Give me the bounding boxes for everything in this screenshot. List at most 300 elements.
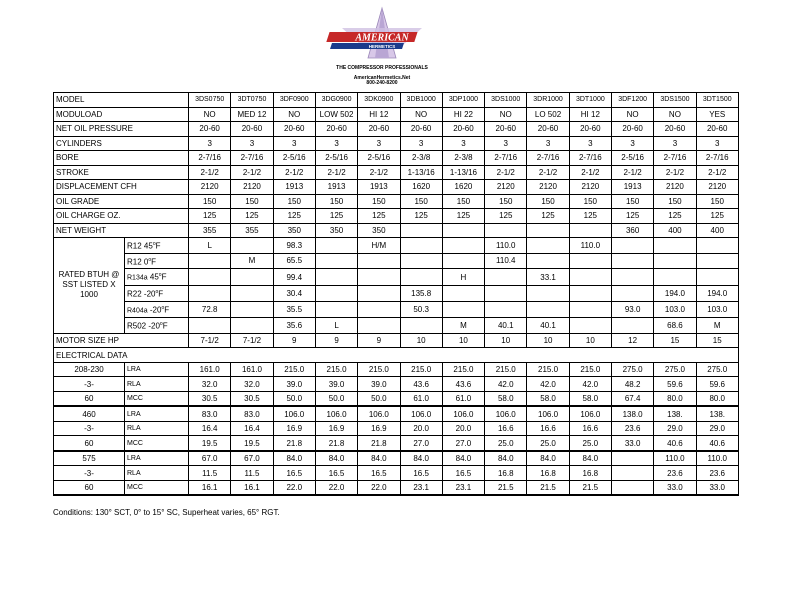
electrical-value-cell: 80.0 xyxy=(654,391,696,406)
spec-value-cell: NO xyxy=(400,107,442,122)
voltage-group-cell: -3- xyxy=(54,421,125,436)
spec-value-cell: 2-1/2 xyxy=(231,165,273,180)
motor-value-cell: 12 xyxy=(611,333,653,348)
electrical-value-cell: 27.0 xyxy=(400,436,442,451)
row-label: DISPLACEMENT CFH xyxy=(54,180,189,195)
row-label: STROKE xyxy=(54,165,189,180)
compressor-spec-table xyxy=(53,92,739,496)
rated-value-cell xyxy=(400,238,442,254)
electrical-type-label: MCC xyxy=(125,436,189,451)
electrical-value-cell: 25.0 xyxy=(569,436,611,451)
rated-value-cell xyxy=(189,285,231,301)
spec-value-cell: NO xyxy=(654,107,696,122)
spec-value-cell: 150 xyxy=(315,194,357,209)
rated-value-cell xyxy=(569,285,611,301)
electrical-value-cell: 84.0 xyxy=(273,451,315,466)
rated-value-cell xyxy=(315,285,357,301)
rated-value-cell: 194.0 xyxy=(654,285,696,301)
electrical-value-cell: 16.9 xyxy=(358,421,400,436)
electrical-value-cell: 275.0 xyxy=(611,362,653,377)
rated-value-cell xyxy=(611,318,653,334)
electrical-value-cell: 61.0 xyxy=(442,391,484,406)
spec-value-cell: 2-7/16 xyxy=(485,151,527,166)
model-header-cell: 3DT1000 xyxy=(569,93,611,108)
refrigerant-temp: 45 xyxy=(143,241,153,251)
displacement-row xyxy=(54,180,739,195)
rated-value-cell xyxy=(231,318,273,334)
rated-value-cell xyxy=(189,269,231,286)
electrical-value-cell: 106.0 xyxy=(569,406,611,421)
spec-value-cell: 2-5/16 xyxy=(273,151,315,166)
electrical-value-cell: 22.0 xyxy=(358,480,400,495)
electrical-value-cell: 58.0 xyxy=(485,391,527,406)
refrigerant-label: R134a 45$^o$F xyxy=(125,269,189,286)
refrigerant-temp: -20 xyxy=(143,289,156,299)
electrical-value-cell: 59.6 xyxy=(654,377,696,392)
spec-value-cell: 1913 xyxy=(611,180,653,195)
motor-value-cell: 9 xyxy=(273,333,315,348)
spec-value-cell: 20-60 xyxy=(358,122,400,137)
spec-value-cell: 2-1/2 xyxy=(696,165,738,180)
electrical-row xyxy=(54,362,739,377)
rated-value-cell: 40.1 xyxy=(485,318,527,334)
spec-value-cell: 150 xyxy=(654,194,696,209)
rated-value-cell xyxy=(400,253,442,269)
electrical-value-cell: 19.5 xyxy=(231,436,273,451)
rated-value-cell xyxy=(527,253,569,269)
model-header-cell: 3DR1000 xyxy=(527,93,569,108)
spec-value-cell: 150 xyxy=(273,194,315,209)
spec-value-cell: 2-1/2 xyxy=(527,165,569,180)
electrical-type-label: LRA xyxy=(125,451,189,466)
refrigerant-label: R12 0$^o$F xyxy=(125,253,189,269)
electrical-value-cell: 23.6 xyxy=(654,466,696,481)
spec-value-cell xyxy=(527,223,569,238)
rated-value-cell xyxy=(654,269,696,286)
spec-value-cell: 125 xyxy=(611,209,653,224)
model-header-cell: 3DS0750 xyxy=(189,93,231,108)
spec-value-cell: NO xyxy=(611,107,653,122)
electrical-value-cell: 16.6 xyxy=(569,421,611,436)
rated-value-cell xyxy=(189,253,231,269)
spec-value-cell: 2120 xyxy=(527,180,569,195)
electrical-value-cell xyxy=(611,480,653,495)
spec-value-cell xyxy=(485,223,527,238)
electrical-value-cell: 50.0 xyxy=(358,391,400,406)
rated-row xyxy=(54,318,739,334)
electrical-row xyxy=(54,466,739,481)
spec-value-cell: 3 xyxy=(485,136,527,151)
electrical-row xyxy=(54,391,739,406)
model-header-cell: 3DF1200 xyxy=(611,93,653,108)
spec-value-cell: 3 xyxy=(527,136,569,151)
spec-value-cell: 20-60 xyxy=(485,122,527,137)
logo-phone: 800-240-8200 xyxy=(366,80,398,86)
rated-value-cell xyxy=(611,238,653,254)
electrical-value-cell: 48.2 xyxy=(611,377,653,392)
rated-value-cell xyxy=(315,238,357,254)
electrical-type-label: RLA xyxy=(125,466,189,481)
electrical-value-cell: 33.0 xyxy=(611,436,653,451)
electrical-value-cell xyxy=(611,466,653,481)
electrical-row xyxy=(54,436,739,451)
spec-value-cell: LOW 502 xyxy=(315,107,357,122)
electrical-value-cell: 16.4 xyxy=(189,421,231,436)
rated-value-cell: 30.4 xyxy=(273,285,315,301)
motor-value-cell: 7-1/2 xyxy=(231,333,273,348)
rated-value-cell xyxy=(358,269,400,286)
electrical-value-cell: 39.0 xyxy=(273,377,315,392)
electrical-value-cell: 138. xyxy=(696,406,738,421)
spec-value-cell: 1-13/16 xyxy=(400,165,442,180)
refrigerant-unit: F xyxy=(162,321,168,331)
spec-value-cell: 3 xyxy=(442,136,484,151)
model-header-cell: 3DP1000 xyxy=(442,93,484,108)
electrical-value-cell: 29.0 xyxy=(654,421,696,436)
spec-value-cell: 3 xyxy=(231,136,273,151)
spec-value-cell: 2-3/8 xyxy=(400,151,442,166)
spec-value-cell: 150 xyxy=(358,194,400,209)
electrical-value-cell: 16.4 xyxy=(231,421,273,436)
spec-value-cell: 2-3/8 xyxy=(442,151,484,166)
rated-value-cell: M xyxy=(442,318,484,334)
electrical-value-cell: 40.6 xyxy=(654,436,696,451)
motor-value-cell: 10 xyxy=(485,333,527,348)
voltage-group-cell: 60 xyxy=(54,436,125,451)
rated-value-cell xyxy=(696,238,738,254)
refrigerant-label: R22 -20$^o$F xyxy=(125,285,189,301)
electrical-value-cell: 67.0 xyxy=(189,451,231,466)
spec-value-cell: 350 xyxy=(358,223,400,238)
row-label: OIL GRADE xyxy=(54,194,189,209)
spec-value-cell: 2-7/16 xyxy=(569,151,611,166)
rated-value-cell xyxy=(442,301,484,318)
electrical-value-cell: 275.0 xyxy=(654,362,696,377)
electrical-value-cell: 84.0 xyxy=(358,451,400,466)
refrigerant-unit: F xyxy=(158,289,164,299)
rated-value-cell xyxy=(696,269,738,286)
voltage-group-cell: 60 xyxy=(54,480,125,495)
rated-value-cell xyxy=(358,285,400,301)
spec-value-cell: HI 22 xyxy=(442,107,484,122)
spec-value-cell: 125 xyxy=(654,209,696,224)
electrical-value-cell: 21.8 xyxy=(358,436,400,451)
spec-value-cell: 20-60 xyxy=(569,122,611,137)
electrical-value-cell: 22.0 xyxy=(273,480,315,495)
model-header-cell: 3DB1000 xyxy=(400,93,442,108)
electrical-value-cell: 33.0 xyxy=(696,480,738,495)
rated-value-cell: H xyxy=(442,269,484,286)
electrical-value-cell: 106.0 xyxy=(527,406,569,421)
electrical-value-cell: 106.0 xyxy=(485,406,527,421)
spec-value-cell: 20-60 xyxy=(696,122,738,137)
electrical-value-cell: 67.0 xyxy=(231,451,273,466)
spec-value-cell: 3 xyxy=(273,136,315,151)
electrical-value-cell: 42.0 xyxy=(569,377,611,392)
electrical-row xyxy=(54,377,739,392)
row-label: NET WEIGHT xyxy=(54,223,189,238)
rated-row xyxy=(54,238,739,254)
electrical-value-cell: 215.0 xyxy=(569,362,611,377)
spec-value-cell: 150 xyxy=(485,194,527,209)
refrigerant-label: R12 45$^o$F xyxy=(125,238,189,254)
spec-value-cell: 1913 xyxy=(315,180,357,195)
logo-url: AmericanHermetics.Net xyxy=(353,74,411,81)
electrical-value-cell: 11.5 xyxy=(231,466,273,481)
bore-row xyxy=(54,151,739,166)
electrical-type-label: RLA xyxy=(125,421,189,436)
electrical-value-cell: 58.0 xyxy=(527,391,569,406)
rated-row xyxy=(54,301,739,318)
logo-brand-text: AMERICAN xyxy=(355,32,409,44)
voltage-group-cell: 460 xyxy=(54,406,125,421)
rated-value-cell xyxy=(315,269,357,286)
electrical-value-cell: 32.0 xyxy=(231,377,273,392)
model-header-cell: 3DK0900 xyxy=(358,93,400,108)
rated-value-cell xyxy=(231,285,273,301)
rated-value-cell: 110.0 xyxy=(569,238,611,254)
electrical-value-cell: 16.6 xyxy=(485,421,527,436)
electrical-value-cell: 161.0 xyxy=(189,362,231,377)
refrigerant-name: R502 xyxy=(127,321,147,331)
spec-value-cell: 3 xyxy=(358,136,400,151)
spec-value-cell: 2-1/2 xyxy=(189,165,231,180)
electrical-value-cell: 50.0 xyxy=(315,391,357,406)
refrigerant-temp: 0 xyxy=(143,257,149,267)
spec-value-cell: 150 xyxy=(611,194,653,209)
electrical-value-cell: 16.8 xyxy=(569,466,611,481)
model-header-cell: 3DS1000 xyxy=(485,93,527,108)
spec-value-cell: 3 xyxy=(569,136,611,151)
rated-value-cell: 35.6 xyxy=(273,318,315,334)
net-oil-pressure-row xyxy=(54,122,739,137)
rated-value-cell: L xyxy=(189,238,231,254)
electrical-value-cell: 58.0 xyxy=(569,391,611,406)
electrical-value-cell: 138.0 xyxy=(611,406,653,421)
motor-value-cell: 9 xyxy=(315,333,357,348)
rated-value-cell: 65.5 xyxy=(273,253,315,269)
electrical-value-cell: 32.0 xyxy=(189,377,231,392)
electrical-value-cell: 84.0 xyxy=(569,451,611,466)
model-header-cell: 3DG0900 xyxy=(315,93,357,108)
electrical-value-cell: 29.0 xyxy=(696,421,738,436)
electrical-value-cell: 67.4 xyxy=(611,391,653,406)
spec-value-cell: 125 xyxy=(485,209,527,224)
model-header-cell: 3DF0900 xyxy=(273,93,315,108)
electrical-value-cell: 215.0 xyxy=(485,362,527,377)
electrical-value-cell: 138. xyxy=(654,406,696,421)
motor-value-cell: 10 xyxy=(527,333,569,348)
voltage-group-cell: 208-230 xyxy=(54,362,125,377)
electrical-value-cell: 215.0 xyxy=(527,362,569,377)
refrigerant-unit: F xyxy=(164,305,170,315)
spec-value-cell: 20-60 xyxy=(231,122,273,137)
spec-value-cell: 125 xyxy=(273,209,315,224)
electrical-value-cell: 30.5 xyxy=(231,391,273,406)
motor-value-cell: 10 xyxy=(400,333,442,348)
electrical-value-cell: 19.5 xyxy=(189,436,231,451)
electrical-value-cell: 215.0 xyxy=(315,362,357,377)
electrical-value-cell: 50.0 xyxy=(273,391,315,406)
rated-value-cell xyxy=(569,301,611,318)
spec-value-cell: 20-60 xyxy=(527,122,569,137)
spec-value-cell: 125 xyxy=(358,209,400,224)
spec-value-cell: 360 xyxy=(611,223,653,238)
rated-value-cell xyxy=(569,253,611,269)
electrical-value-cell: 16.9 xyxy=(273,421,315,436)
electrical-value-cell: 30.5 xyxy=(189,391,231,406)
rated-value-cell: 99.4 xyxy=(273,269,315,286)
electrical-value-cell: 16.9 xyxy=(315,421,357,436)
row-label: CYLINDERS xyxy=(54,136,189,151)
voltage-group-cell: -3- xyxy=(54,377,125,392)
refrigerant-name: R404a xyxy=(127,307,148,315)
electrical-row xyxy=(54,480,739,495)
spec-value-cell: 2-1/2 xyxy=(358,165,400,180)
electrical-value-cell: 20.0 xyxy=(442,421,484,436)
electrical-value-cell: 23.1 xyxy=(442,480,484,495)
spec-value-cell: 125 xyxy=(400,209,442,224)
spec-value-cell: 150 xyxy=(527,194,569,209)
rated-value-cell: 103.0 xyxy=(696,301,738,318)
rated-value-cell xyxy=(569,318,611,334)
electrical-type-label: LRA xyxy=(125,362,189,377)
spec-value-cell: 150 xyxy=(696,194,738,209)
electrical-value-cell: 16.1 xyxy=(231,480,273,495)
spec-value-cell: 2-7/16 xyxy=(654,151,696,166)
electrical-value-cell: 161.0 xyxy=(231,362,273,377)
electrical-value-cell: 21.5 xyxy=(527,480,569,495)
rated-value-cell: 33.1 xyxy=(527,269,569,286)
electrical-value-cell: 84.0 xyxy=(315,451,357,466)
electrical-row xyxy=(54,421,739,436)
electrical-value-cell: 21.8 xyxy=(315,436,357,451)
rated-value-cell xyxy=(569,269,611,286)
spec-value-cell: 125 xyxy=(189,209,231,224)
rated-value-cell: H/M xyxy=(358,238,400,254)
rated-row xyxy=(54,253,739,269)
rated-value-cell: 72.8 xyxy=(189,301,231,318)
spec-value-cell: MED 12 xyxy=(231,107,273,122)
spec-value-cell: 150 xyxy=(189,194,231,209)
voltage-group-cell: -3- xyxy=(54,466,125,481)
rated-value-cell: 110.4 xyxy=(485,253,527,269)
rated-value-cell xyxy=(485,301,527,318)
spec-value-cell: 2120 xyxy=(654,180,696,195)
rated-value-cell: 194.0 xyxy=(696,285,738,301)
refrigerant-temp: -20 xyxy=(149,305,162,315)
electrical-value-cell: 23.6 xyxy=(696,466,738,481)
electrical-value-cell: 25.0 xyxy=(527,436,569,451)
electrical-type-label: LRA xyxy=(125,406,189,421)
rated-value-cell xyxy=(611,269,653,286)
spec-value-cell: 400 xyxy=(696,223,738,238)
electrical-value-cell: 16.5 xyxy=(442,466,484,481)
spec-value-cell: 2-1/2 xyxy=(569,165,611,180)
electrical-value-cell: 106.0 xyxy=(400,406,442,421)
spec-value-cell: 2-1/2 xyxy=(611,165,653,180)
electrical-value-cell: 42.0 xyxy=(485,377,527,392)
electrical-value-cell: 80.0 xyxy=(696,391,738,406)
electrical-row xyxy=(54,451,739,466)
electrical-value-cell: 23.6 xyxy=(611,421,653,436)
electrical-value-cell: 83.0 xyxy=(231,406,273,421)
electrical-value-cell: 40.6 xyxy=(696,436,738,451)
spec-value-cell: 20-60 xyxy=(611,122,653,137)
rated-value-cell: 35.5 xyxy=(273,301,315,318)
rated-value-cell xyxy=(442,238,484,254)
electrical-value-cell: 106.0 xyxy=(273,406,315,421)
spec-value-cell: 20-60 xyxy=(315,122,357,137)
spec-value-cell: 1913 xyxy=(273,180,315,195)
refrigerant-label: R502 -20$^o$F xyxy=(125,318,189,334)
spec-value-cell: 2-1/2 xyxy=(654,165,696,180)
rated-value-cell: 93.0 xyxy=(611,301,653,318)
spec-value-cell: 2120 xyxy=(485,180,527,195)
electrical-value-cell: 110.0 xyxy=(696,451,738,466)
spec-value-cell: HI 12 xyxy=(569,107,611,122)
electrical-value-cell: 215.0 xyxy=(273,362,315,377)
motor-value-cell: 15 xyxy=(654,333,696,348)
rated-value-cell xyxy=(485,269,527,286)
oil-grade-row xyxy=(54,194,739,209)
spec-value-cell: 150 xyxy=(442,194,484,209)
spec-value-cell: 2-5/16 xyxy=(358,151,400,166)
refrigerant-unit: F xyxy=(151,257,157,267)
spec-value-cell: 400 xyxy=(654,223,696,238)
spec-value-cell: YES xyxy=(696,107,738,122)
rated-value-cell xyxy=(358,318,400,334)
spec-value-cell: 150 xyxy=(400,194,442,209)
spec-value-cell xyxy=(400,223,442,238)
spec-value-cell: 350 xyxy=(315,223,357,238)
refrigerant-name: R12 xyxy=(127,241,142,251)
spec-value-cell: 2120 xyxy=(231,180,273,195)
refrigerant-temp: 45 xyxy=(149,272,159,282)
electrical-value-cell: 215.0 xyxy=(400,362,442,377)
rated-value-cell xyxy=(527,301,569,318)
row-label: BORE xyxy=(54,151,189,166)
motor-value-cell: 7-1/2 xyxy=(189,333,231,348)
electrical-value-cell: 42.0 xyxy=(527,377,569,392)
net-weight-row xyxy=(54,223,739,238)
electrical-value-cell: 21.5 xyxy=(485,480,527,495)
row-label: MOTOR SIZE HP xyxy=(54,333,189,348)
spec-value-cell: 2120 xyxy=(189,180,231,195)
rated-value-cell: 103.0 xyxy=(654,301,696,318)
electrical-value-cell: 215.0 xyxy=(358,362,400,377)
stroke-row xyxy=(54,165,739,180)
electrical-type-label: RLA xyxy=(125,377,189,392)
electrical-value-cell: 59.6 xyxy=(696,377,738,392)
rated-value-cell: 50.3 xyxy=(400,301,442,318)
spec-value-cell: 3 xyxy=(654,136,696,151)
electrical-value-cell: 43.6 xyxy=(400,377,442,392)
spec-value-cell: 3 xyxy=(611,136,653,151)
spec-value-cell: 1913 xyxy=(358,180,400,195)
rated-value-cell xyxy=(358,301,400,318)
motor-value-cell: 10 xyxy=(442,333,484,348)
motor-size-row xyxy=(54,333,739,348)
electrical-type-label: MCC xyxy=(125,480,189,495)
electrical-value-cell: 83.0 xyxy=(189,406,231,421)
oil-charge-row xyxy=(54,209,739,224)
rated-btuh-label: RATED BTUH @ SST LISTED X 1000 xyxy=(54,238,125,334)
electrical-value-cell: 106.0 xyxy=(442,406,484,421)
spec-value-cell: 3 xyxy=(696,136,738,151)
rated-value-cell: 98.3 xyxy=(273,238,315,254)
spec-value-cell: 20-60 xyxy=(442,122,484,137)
